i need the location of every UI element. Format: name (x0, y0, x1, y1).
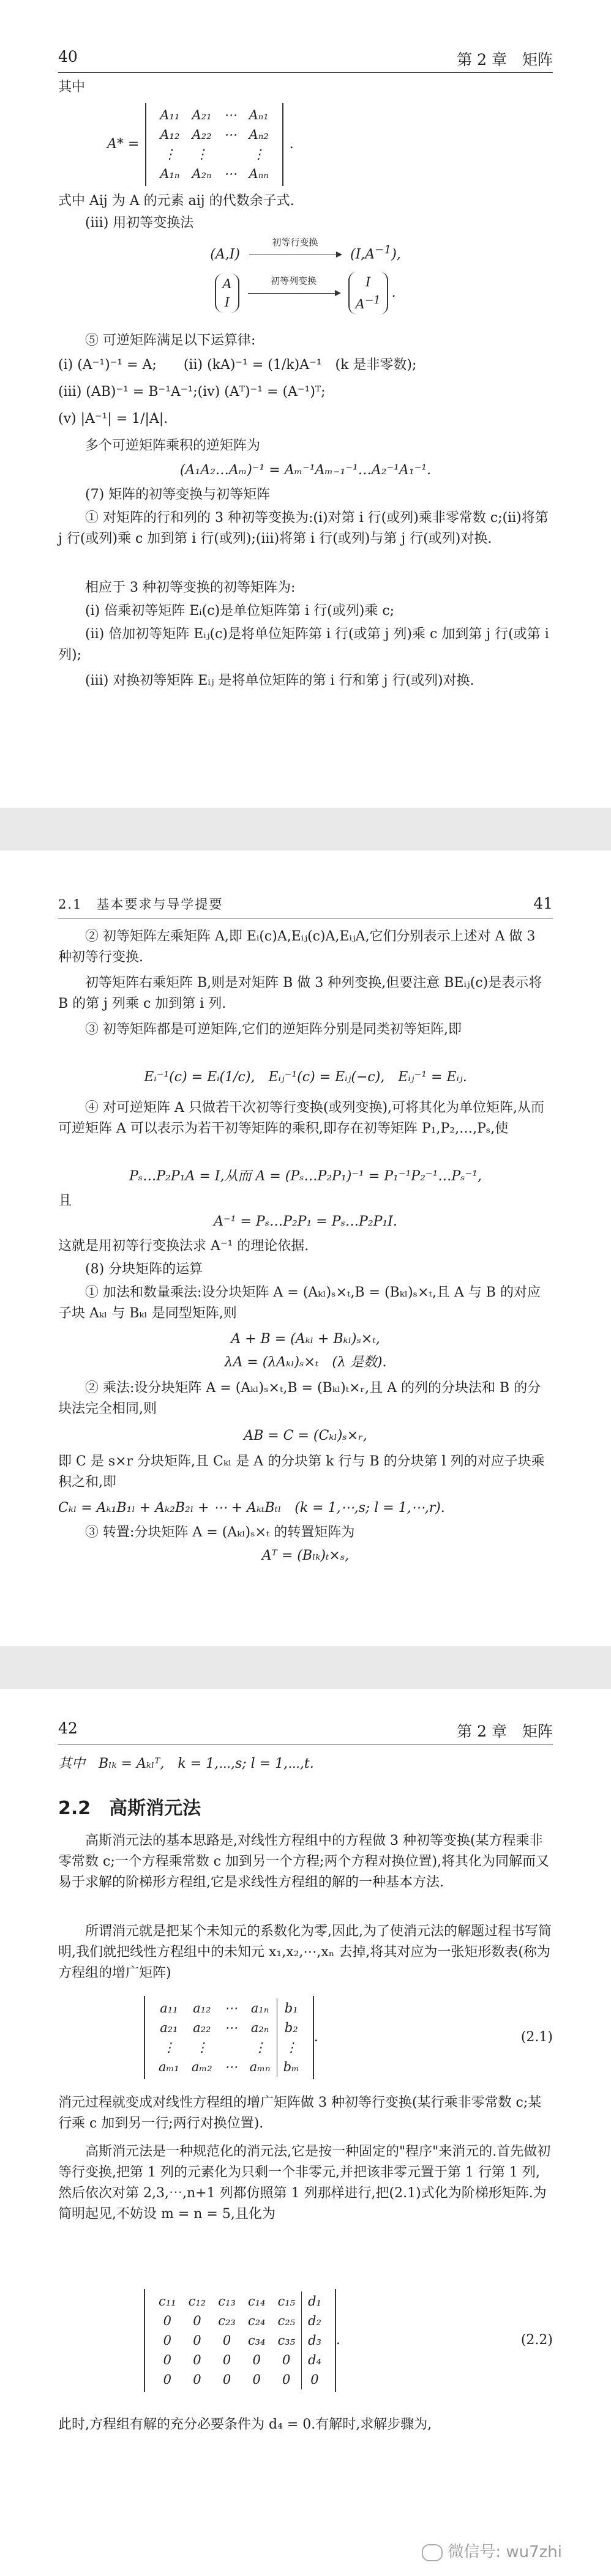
matrix-row (154, 105, 274, 125)
matrix-cell: A₂ₙ (192, 166, 212, 181)
matrix-cell: ⋮ (162, 2040, 176, 2055)
matrix-cell: 0 (282, 2372, 291, 2387)
paragraph: ① 对矩阵的行和列的 3 种初等变换为:(i)对第 i 行(或列)乘非零常数 c;(ii)将第 j 行(或列)乘 c 加到第 i 行(或列);(iii)将第 i 行(或列)与第 j 行(或列)对换. (58, 510, 549, 546)
matrix-cell: A₂₁ (192, 108, 212, 122)
matrix-cell: a₁₂ (193, 2001, 211, 2016)
matrix-cell: ⋮ (277, 2038, 306, 2057)
equation: λA = (λAₖₗ)ₛ×ₜ (λ 是数). (224, 1355, 387, 1370)
matrix-cell: ⋮ (163, 147, 176, 162)
matrix-cell: aₘ₁ (159, 2060, 179, 2074)
paragraph: (ii) 倍加初等矩阵 Eᵢⱼ(c)是将单位矩阵第 i 行(或第 j 列)乘 c 加到第 j 行(或第 i 列); (58, 627, 549, 663)
matrix-cell: ⋮ (252, 147, 266, 162)
matrix-cell: a₁ₙ (250, 2001, 269, 2016)
page-number: 42 (58, 1719, 78, 1737)
matrix-cell: ⋮ (253, 2040, 267, 2055)
augmented-matrix-equation: a₁₁ a₁₂ ⋯ a₁ₙ b₁ a₂₁ a₂₂ ⋯ a₂ₙ b₂ ⋮ ⋮ ⋮ ⋮ aₘ₁ aₘ₂ ⋯ aₘₙ bₘ . (2.1) (58, 1989, 553, 2086)
equation: A⁻¹ = Pₛ…P₂P₁ = Pₛ…P₂P₁I. (214, 1214, 397, 1229)
matrix-cell: 0 (302, 2370, 328, 2389)
matrix-cell: Aₙₙ (249, 166, 269, 181)
page-gap (0, 1646, 611, 1689)
matrix-cell: 0 (222, 2372, 231, 2387)
equation: Cₖₗ = Aₖ₁B₁ₗ + Aₖ₂B₂ₗ + ⋯ + AₖₜBₜₗ (k = 1,⋯,s; l = 1,⋯,r). (58, 1500, 445, 1516)
matrix-cell: c₂₃ (218, 2314, 236, 2328)
matrix-cell: A₁₁ (160, 108, 180, 122)
equation: Pₛ…P₂P₁A = I,从而 A = (Pₛ…P₂P₁)⁻¹ = P₁⁻¹P₂⁻¹…Pₛ⁻¹, (129, 1169, 482, 1184)
matrix-cell: 0 (193, 2333, 201, 2348)
matrix-cell: c₃₅ (277, 2333, 296, 2348)
matrix-cell: c₁₃ (218, 2294, 236, 2309)
matrix-row (154, 164, 274, 184)
matrix-cell: ⋮ (195, 147, 208, 162)
matrix-cell: c₃₄ (247, 2333, 266, 2348)
matrix-cell: a₁₁ (160, 2001, 178, 2016)
page-40 (0, 0, 611, 808)
matrix-cell (218, 144, 243, 164)
elementary-column-operation: A I 初等列变换 I $A^{-1}$ . (58, 272, 553, 327)
matrix-cell: ⋯ (224, 2020, 238, 2035)
adjugate-equation: A* = A₁₁ A₂₁ ⋯ Aₙ₁ A₁₂ A₂₂ ⋯ Aₙ₂ ⋮ ⋮ ⋮ A₁ₙ A₂ₙ ⋯ Aₙₙ . (58, 102, 553, 187)
matrix-cell: 0 (222, 2353, 231, 2367)
paragraph: ② 初等矩阵左乘矩阵 A,即 Eᵢ(c)A,Eᵢⱼ(c)A,EᵢⱼA,它们分别表示上述对 A 做 3 种初等行变换. (58, 929, 536, 965)
matrix-cell: ⋮ (195, 2040, 209, 2055)
matrix-cell: 0 (163, 2353, 171, 2367)
watermark-text: 微信号: wu7zhi (448, 2543, 562, 2561)
matrix-cell: A₁ₙ (160, 166, 180, 181)
matrix-cell: c₁₄ (247, 2294, 266, 2309)
matrix-row (152, 2370, 328, 2389)
text-line: ⑤ 可逆矩阵满足以下运算律: (85, 333, 256, 348)
matrix-cell: 0 (252, 2353, 261, 2367)
matrix-cell (219, 2038, 244, 2057)
matrix-row (152, 2350, 328, 2370)
equation: A + B = (Aₖₗ + Bₖₗ)ₛ×ₜ, (231, 1331, 380, 1347)
matrix-row (152, 2311, 328, 2331)
matrix-cell: ⋯ (224, 2060, 238, 2074)
matrix-cell: Aₙ₂ (249, 127, 269, 142)
wechat-icon (422, 2544, 443, 2561)
matrix-cell: 0 (193, 2372, 201, 2387)
matrix-cell: ⋯ (223, 127, 237, 142)
matrix-cell: 0 (193, 2314, 201, 2328)
matrix-cell: ⋯ (223, 108, 237, 122)
text-line: 其中 (58, 80, 86, 95)
matrix-cell: b₁ (277, 1998, 306, 2018)
matrix-row (152, 2038, 306, 2057)
echelon-matrix-equation: c₁₁ c₁₂ c₁₃ c₁₄ c₁₅ d₁ 0 0 c₂₃ c₂₄ c₂₅ d₂ 0 0 0 c₃₄ c₃₅ d₃ 0 0 0 0 0 d₄ 0 0 0 0 0 0 . (2.2) (58, 2276, 553, 2405)
paragraph: ② 乘法:设分块矩阵 A = (Aₖₗ)ₛ×ₜ,B = (Bₖₗ)ₜ×ᵣ,且 A 的列的分块法和 B 的分块法完全相同,则 (58, 1380, 541, 1416)
matrix-row (152, 2018, 306, 2038)
matrix-cell: c₂₄ (247, 2314, 266, 2328)
matrix-cell: Aₙ₁ (249, 108, 269, 122)
watermark (422, 2539, 562, 2562)
text-line: 式中 Aij 为 A 的元素 aij 的代数余子式. (58, 193, 294, 209)
matrix-row (152, 1998, 306, 2018)
chapter-title: 第 2 章 矩阵 (457, 51, 553, 69)
page-41 (0, 851, 611, 1646)
matrix-cell: d₁ (302, 2291, 328, 2311)
text-line: 相应于 3 种初等变换的初等矩阵为: (85, 580, 296, 595)
matrix-cell: aₘ₂ (191, 2060, 212, 2074)
matrix-row (152, 2057, 306, 2077)
matrix-cell: b₂ (277, 2018, 306, 2038)
page-number: 40 (58, 48, 78, 65)
adjugate-label: A* = (107, 136, 140, 152)
paragraph: (iii) 对换初等矩阵 Eᵢⱼ 是将单位矩阵的第 i 行和第 j 行(或列)对换. (85, 673, 474, 688)
text-line: (i) 倍乘初等矩阵 Eᵢ(c)是单位矩阵第 i 行(或列)乘 c; (85, 603, 395, 619)
matrix-row (152, 2331, 328, 2350)
matrix-cell: c₂₅ (277, 2314, 296, 2328)
matrix-cell: d₄ (302, 2350, 328, 2370)
matrix-cell: d₂ (302, 2311, 328, 2331)
arrow-label: 初等行变换 (272, 236, 318, 248)
text-line: (8) 分块矩阵的运算 (85, 1262, 203, 1277)
page-42 (0, 1689, 611, 2576)
matrix-cell: 0 (222, 2333, 231, 2348)
header-rule (58, 72, 553, 73)
running-head: 2.1 基本要求与导学提要 (58, 897, 223, 912)
matrix-cell: A₁₂ (160, 127, 180, 142)
matrix-cell: ⋯ (224, 2001, 238, 2016)
text-line: 此时,方程组有解的充分必要条件为 d₄ = 0.有解时,求解步骤为, (58, 2417, 432, 2432)
matrix-row (154, 125, 274, 144)
matrix-cell: 0 (282, 2353, 291, 2367)
text-line: (v) |A⁻¹| = 1/|A|. (58, 411, 168, 426)
equation: Eᵢ⁻¹(c) = Eᵢ(1/c), Eᵢⱼ⁻¹(c) = Eᵢⱼ(−c), Eᵢⱼ⁻¹ = Eᵢⱼ. (144, 1070, 467, 1085)
matrix-cell: ⋯ (223, 166, 237, 181)
paragraph: 即 C 是 s×r 分块矩阵,且 Cₖₗ 是 A 的分块第 k 行与 B 的分块第 l 列的对应子块乘积之和,即 (58, 1454, 545, 1490)
matrix-cell: 0 (193, 2353, 201, 2367)
matrix-cell: a₂ₙ (250, 2020, 269, 2035)
chapter-title: 第 2 章 矩阵 (457, 1722, 553, 1740)
matrix-cell: d₃ (302, 2331, 328, 2350)
text-line: (i) (A⁻¹)⁻¹ = A; (ii) (kA)⁻¹ = (1/k)A⁻¹ (k 是非零数); (58, 357, 417, 373)
paragraph: 初等矩阵右乘矩阵 B,则是对矩阵 B 做 3 种列变换,但要注意 BEᵢⱼ(c)是表示将 B 的第 j 列乘 c 加到第 i 列. (58, 975, 542, 1011)
paragraph: ④ 对可逆矩阵 A 只做若干次初等行变换(或列变换),可将其化为单位矩阵,从而可逆矩阵 A 可以表示为若干初等矩阵的乘积,即存在初等矩阵 P₁,P₂,…,Pₛ,使 (58, 1100, 545, 1136)
paragraph: 所谓消元就是把某个未知元的系数化为零,因此,为了使消元法的解题过程书写简明,我们就把线性方程组中的未知元 x₁,x₂,⋯,xₙ 去掉,将其对应为一张矩形数表(称为方程组的增广矩阵) (58, 1924, 552, 1981)
paragraph: 高斯消元法的基本思路是,对线性方程组中的方程做 3 种初等变换(某方程乘非零常数 c;一个方程乘常数 c 加到另一个方程;两个方程对换位置),将其化为同解而又易于求解的阶梯形方程组,它是求线性方程组的解的一种基本方法. (58, 1833, 550, 1890)
matrix-cell: c₁₁ (159, 2294, 176, 2309)
arrow-label: 初等列变换 (271, 275, 317, 286)
matrix-cell: 0 (163, 2314, 171, 2328)
text-line: (iii) (AB)⁻¹ = B⁻¹A⁻¹;(iv) (Aᵀ)⁻¹ = (A⁻¹)ᵀ; (58, 384, 326, 400)
matrix-cell: c₁₅ (277, 2294, 296, 2309)
matrix-cell: a₂₂ (193, 2020, 211, 2035)
equation-number: (2.2) (520, 2332, 553, 2348)
elementary-row-operation: (A,I) 初等行变换 $(I,A^{-1})$, (58, 240, 553, 265)
matrix-cell: a₂₁ (160, 2020, 178, 2035)
matrix-cell: c₁₂ (188, 2294, 206, 2309)
paragraph: ③ 初等矩阵都是可逆矩阵,它们的逆矩阵分别是同类初等矩阵,即 (85, 1022, 462, 1037)
matrix-row (154, 144, 274, 164)
equation: Aᵀ = (Bₗₖ)ₜ×ₛ, (261, 1548, 350, 1563)
augmented-matrix (144, 1996, 314, 2079)
text-line: 且 (58, 1193, 72, 1208)
text-line: (iii) 用初等变换法 (85, 215, 194, 231)
matrix-cell: 0 (252, 2372, 261, 2387)
matrix-row (152, 2291, 328, 2311)
matrix-cell: A₂₂ (192, 127, 212, 142)
text-line: 其中 Bₗₖ = Aₖₗᵀ, k = 1,⋯,s; l = 1,⋯,t. (58, 1756, 314, 1771)
section-heading: 2.2 高斯消元法 (58, 1798, 201, 1819)
matrix-cell: aₘₙ (249, 2060, 271, 2074)
adjugate-matrix (145, 103, 283, 186)
text-line: (7) 矩阵的初等变换与初等矩阵 (85, 487, 271, 502)
paragraph: ① 加法和数量乘法:设分块矩阵 A = (Aₖₗ)ₛ×ₜ,B = (Bₖₗ)ₛ×ₜ,且 A 与 B 的对应子块 Aₖₗ 与 Bₖₗ 是同型矩阵,则 (58, 1285, 541, 1321)
text-line: 这就是用初等行变换法求 A⁻¹ 的理论依据. (58, 1238, 309, 1254)
equation: AB = C = (Cₖₗ)ₛ×ᵣ, (244, 1428, 367, 1443)
echelon-matrix (144, 2289, 336, 2392)
matrix-cell: 0 (163, 2372, 171, 2387)
paragraph: 消元过程就变成对线性方程组的增广矩阵做 3 种初等行变换(某行乘非零常数 c;某行乘 c 加到另一行;两行对换位置). (58, 2095, 542, 2131)
page-number: 41 (533, 895, 553, 912)
page-gap (0, 808, 611, 851)
text-line: ③ 转置:分块矩阵 A = (Aₖₗ)ₛ×ₜ 的转置矩阵为 (85, 1525, 355, 1540)
equation-number: (2.1) (520, 2030, 553, 2045)
matrix-cell: bₘ (277, 2057, 306, 2077)
paragraph: 高斯消元法是一种规范化的消元法,它是按一种固定的"程序"来消元的.首先做初等行变换,把第 1 列的元素化为只剩一个非零元,并把该非零元置于第 1 行第 1 列,然后依次对第 2,3,⋯,n+1 列都仿照第 1 列那样进行,把(2.1)式化为阶梯形矩阵.为简明起见,不妨设 m = n = 5,且化为 (58, 2144, 551, 2222)
text-line: 多个可逆矩阵乘积的逆矩阵为 (85, 438, 261, 453)
matrix-cell: 0 (163, 2333, 171, 2348)
equation: (A₁A₂…Aₘ)⁻¹ = Aₘ⁻¹Aₘ₋₁⁻¹…A₂⁻¹A₁⁻¹. (179, 463, 432, 478)
